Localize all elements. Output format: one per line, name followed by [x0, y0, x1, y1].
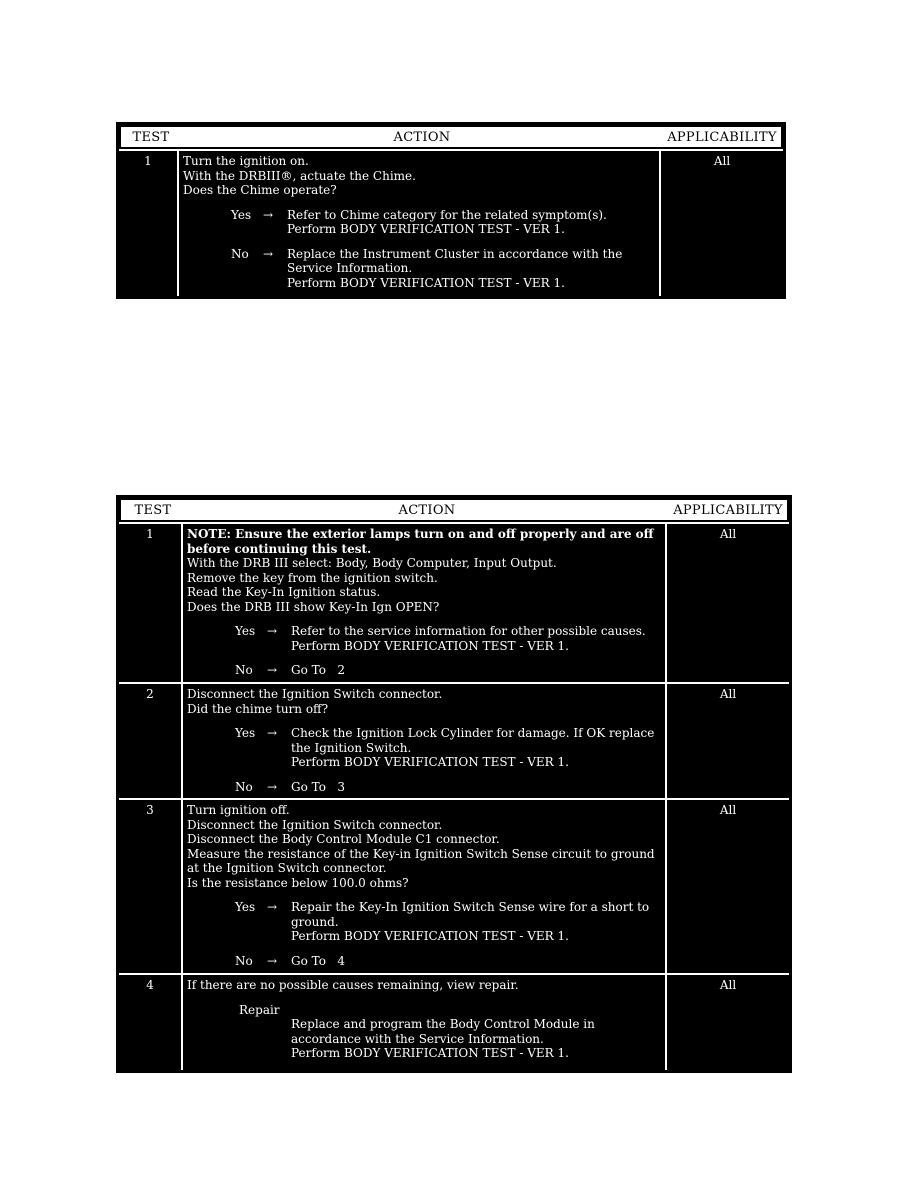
applicability-cell: All	[719, 803, 737, 817]
response-no	[187, 954, 661, 969]
action-line: Is the resistance below 100.0 ohms?	[187, 875, 409, 890]
repair-line: Replace and program the Body Control Module in accordance with the Service Information.	[291, 1017, 595, 1046]
response-label: No	[235, 663, 253, 677]
action-line: Disconnect the Ignition Switch connector.	[187, 817, 443, 832]
test-number: 3	[119, 800, 183, 973]
action-line: If there are no possible causes remaining, view repair.	[187, 978, 519, 992]
response-line: Refer to the service information for other possible causes.	[291, 624, 646, 638]
arrow-icon: →	[267, 624, 278, 638]
table-header	[119, 498, 789, 522]
table-row	[119, 149, 783, 296]
arrow-icon: →	[267, 779, 278, 794]
response-line: Go To 2	[291, 663, 345, 677]
test-number: 1	[119, 524, 183, 682]
header-test: TEST	[134, 502, 172, 518]
header-test: TEST	[132, 129, 170, 145]
response-line: Perform BODY VERIFICATION TEST - VER 1.	[291, 638, 569, 653]
test-number: 4	[119, 975, 183, 1070]
action-line: Did the chime turn off?	[187, 701, 329, 716]
test-number: 2	[119, 684, 183, 798]
repair-label: Repair	[239, 1002, 280, 1017]
response-yes	[187, 726, 661, 770]
action-cell	[179, 151, 661, 296]
response-no	[183, 247, 655, 291]
response-label: No	[235, 953, 253, 968]
arrow-icon: →	[263, 207, 274, 222]
action-line: Remove the key from the ignition switch.	[187, 570, 438, 585]
action-line: Measure the resistance of the Key-in Ignition Switch Sense circuit to ground at the Ignition Switch connector.	[187, 846, 655, 875]
response-line: Go To 4	[291, 953, 345, 968]
arrow-icon: →	[267, 663, 278, 677]
response-label: Yes	[235, 900, 256, 914]
applicability-cell: All	[719, 978, 737, 992]
table-header	[119, 125, 783, 149]
response-label: No	[231, 246, 249, 261]
action-line: Read the Key-In Ignition status.	[187, 585, 381, 599]
response-line: Perform BODY VERIFICATION TEST - VER 1.	[287, 222, 565, 236]
response-label: Yes	[235, 726, 256, 740]
header-applicability: APPLICABILITY	[667, 129, 777, 145]
response-label: No	[235, 779, 253, 794]
response-line: Perform BODY VERIFICATION TEST - VER 1.	[291, 755, 569, 769]
response-line: Perform BODY VERIFICATION TEST - VER 1.	[287, 275, 565, 290]
action-line: Disconnect the Ignition Switch connector.	[187, 687, 443, 701]
action-cell	[183, 800, 667, 973]
action-line: Does the DRB III show Key-In Ign OPEN?	[187, 599, 440, 614]
response-line: Repair the Key-In Ignition Switch Sense wire for a short to ground.	[291, 900, 650, 929]
response-line: Perform BODY VERIFICATION TEST - VER 1.	[291, 929, 569, 943]
response-yes	[187, 900, 661, 944]
table-row	[119, 798, 789, 973]
response-line: Go To 3	[291, 779, 345, 794]
response-yes	[183, 208, 655, 237]
table-row	[119, 973, 789, 1070]
action-line: Does the Chime operate?	[183, 183, 337, 197]
action-cell	[183, 975, 667, 1070]
table-row	[119, 522, 789, 682]
action-cell	[183, 524, 667, 682]
header-applicability: APPLICABILITY	[673, 502, 783, 518]
action-line: With the DRB III select: Body, Body Computer, Input Output.	[187, 556, 557, 570]
response-yes	[187, 624, 661, 653]
test-number: 1	[119, 151, 179, 296]
header-action: ACTION	[393, 129, 451, 145]
action-line: Turn ignition off.	[187, 803, 290, 817]
applicability-cell: All	[713, 154, 731, 168]
response-line: Replace the Instrument Cluster in accordance with the Service Information.	[287, 246, 623, 275]
response-line: Check the Ignition Lock Cylinder for damage. If OK replace the Ignition Switch.	[291, 726, 655, 755]
response-no	[187, 663, 661, 678]
repair-text	[291, 1017, 661, 1061]
note-text: NOTE: Ensure the exterior lamps turn on and off properly and are off before continuing this test.	[187, 527, 654, 556]
response-label: Yes	[231, 207, 252, 222]
arrow-icon: →	[267, 953, 278, 968]
action-line: With the DRBIII®, actuate the Chime.	[183, 168, 416, 183]
arrow-icon: →	[267, 900, 278, 914]
action-line: Disconnect the Body Control Module C1 connector.	[187, 832, 500, 846]
applicability-cell: All	[719, 687, 737, 701]
diagnostic-table-2	[116, 495, 792, 1073]
header-action: ACTION	[398, 502, 456, 518]
repair-line: Perform BODY VERIFICATION TEST - VER 1.	[291, 1046, 569, 1060]
action-line: Turn the ignition on.	[183, 154, 309, 168]
applicability-cell: All	[719, 527, 737, 541]
response-line: Refer to Chime category for the related symptom(s).	[287, 207, 607, 222]
response-no	[187, 780, 661, 795]
arrow-icon: →	[267, 726, 278, 740]
arrow-icon: →	[263, 246, 274, 261]
table-row	[119, 682, 789, 798]
response-label: Yes	[235, 624, 256, 638]
diagnostic-table-1	[116, 122, 786, 299]
action-cell	[183, 684, 667, 798]
